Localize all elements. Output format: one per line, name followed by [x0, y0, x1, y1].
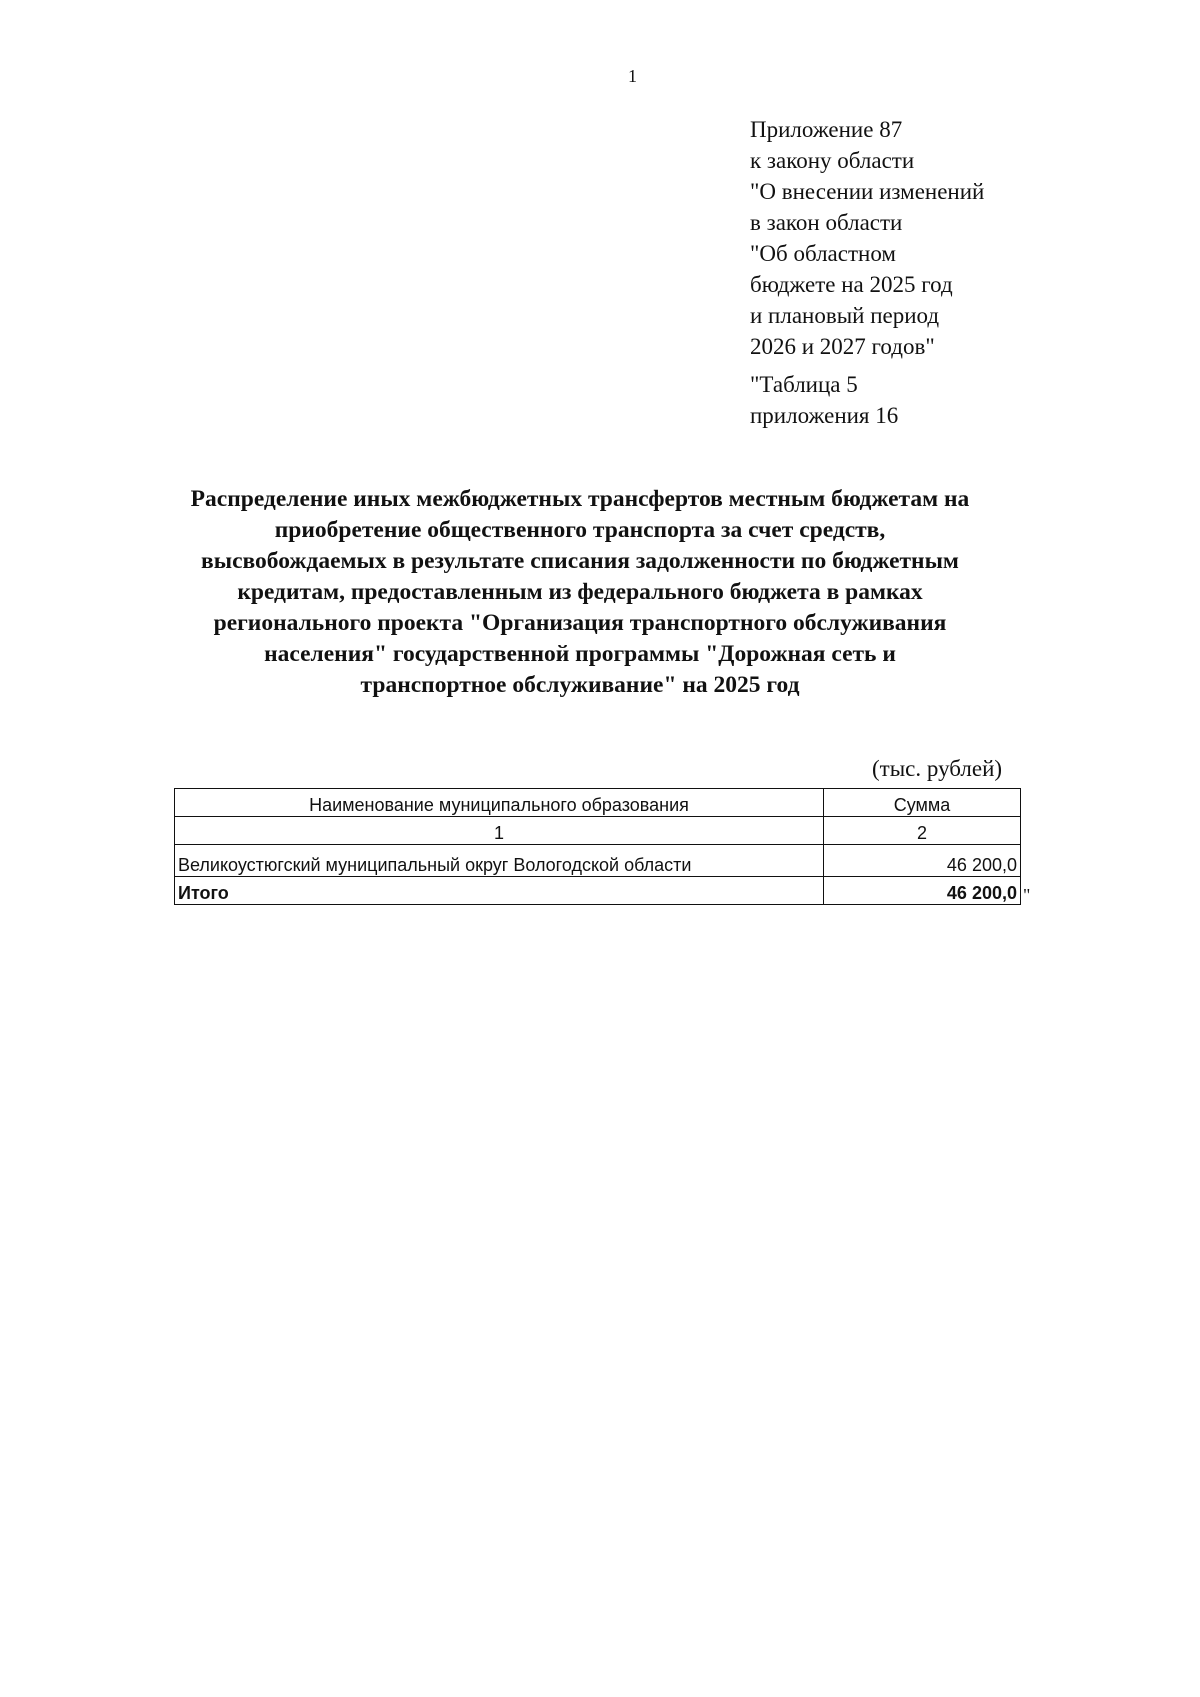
title-line: кредитам, предоставленным из федерального бюджета в рамках	[237, 579, 923, 605]
table-header-row	[175, 789, 1021, 817]
total-row	[175, 877, 1021, 905]
amount-cell: 46 200,0	[824, 845, 1021, 877]
appendix-line: в закон области	[750, 210, 903, 235]
title-line: Распределение иных межбюджетных трансфертов местным бюджетам на	[190, 486, 970, 512]
document-title	[140, 484, 1020, 701]
municipality-name: Великоустюгский муниципальный округ Вологодской области	[175, 845, 824, 877]
page-number: 1	[628, 66, 637, 86]
appendix-line: и плановый период	[750, 303, 940, 328]
distribution-table	[174, 788, 1021, 905]
appendix-line: "Об областном	[750, 241, 896, 266]
header-name: Наименование муниципального образования	[175, 789, 824, 817]
appendix-line: Приложение 87	[750, 117, 903, 142]
title-line: регионального проекта "Организация транспортного обслуживания	[213, 610, 947, 636]
title-line: транспортное обслуживание" на 2025 год	[360, 672, 800, 698]
title-line: высвобождаемых в результате списания задолженности по бюджетным	[201, 548, 959, 574]
appendix-block	[750, 114, 984, 431]
column-number: 1	[175, 817, 824, 845]
total-amount: 46 200,0	[824, 877, 1021, 905]
appendix-line: "О внесении изменений	[750, 179, 985, 204]
column-number-row	[175, 817, 1021, 845]
table-reference: "Таблица 5	[750, 372, 858, 397]
table-row	[175, 845, 1021, 877]
total-label: Итого	[175, 877, 824, 905]
appendix-line: бюджете на 2025 год	[750, 272, 953, 297]
title-line: населения" государственной программы "Дорожная сеть и	[264, 641, 896, 667]
appendix-line: 2026 и 2027 годов"	[750, 334, 935, 359]
table-reference: приложения 16	[750, 403, 899, 428]
header-amount: Сумма	[824, 789, 1021, 817]
units-label: (тыс. рублей)	[872, 756, 1003, 781]
title-line: приобретение общественного транспорта за счет средств,	[274, 517, 886, 543]
closing-quote: "	[1023, 885, 1031, 905]
appendix-line: к закону области	[750, 148, 915, 173]
column-number: 2	[824, 817, 1021, 845]
